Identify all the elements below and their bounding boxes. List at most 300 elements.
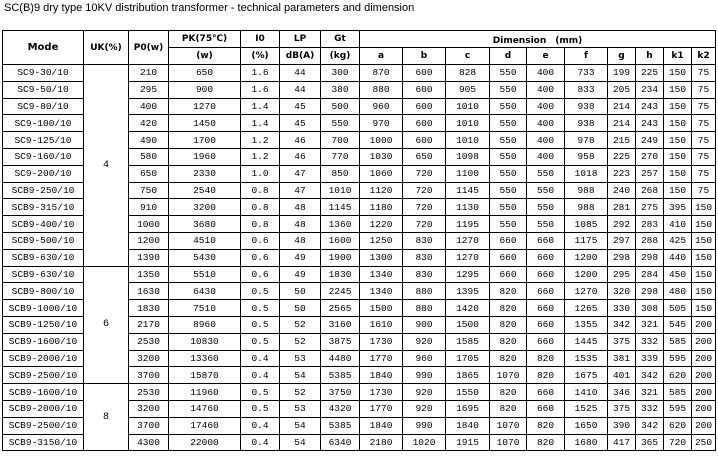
cell-dim-c: 1695 <box>446 400 490 417</box>
cell-lp: 46 <box>280 148 321 165</box>
cell-lp: 49 <box>280 249 321 266</box>
cell-p0: 1000 <box>129 216 169 233</box>
cell-i0: 1.6 <box>241 81 280 98</box>
cell-dim-k1: 150 <box>664 115 692 132</box>
cell-gt: 3875 <box>321 333 360 350</box>
cell-pk: 17460 <box>169 417 241 434</box>
cell-mode: SCB9-2500/10 <box>3 417 84 434</box>
cell-i0: 0.5 <box>241 283 280 300</box>
cell-i0: 0.6 <box>241 232 280 249</box>
cell-dim-b: 830 <box>403 249 446 266</box>
cell-mode: SCB9-500/10 <box>3 232 84 249</box>
cell-mode: SC9-100/10 <box>3 115 84 132</box>
cell-i0: 0.4 <box>241 367 280 384</box>
cell-dim-g: 225 <box>608 148 636 165</box>
cell-dim-c: 1420 <box>446 300 490 317</box>
cell-dim-g: 199 <box>608 65 636 82</box>
cell-dim-g: 297 <box>608 232 636 249</box>
cell-p0: 210 <box>129 65 169 82</box>
cell-mode: SCB9-630/10 <box>3 249 84 266</box>
cell-dim-k1: 585 <box>664 333 692 350</box>
cell-lp: 48 <box>280 216 321 233</box>
cell-dim-k2: 75 <box>692 81 716 98</box>
cell-pk: 5430 <box>169 249 241 266</box>
cell-pk: 3200 <box>169 199 241 216</box>
cell-lp: 46 <box>280 132 321 149</box>
cell-dim-d: 820 <box>490 400 527 417</box>
cell-dim-k2: 75 <box>692 98 716 115</box>
cell-dim-a: 2180 <box>360 434 403 451</box>
cell-i0: 0.8 <box>241 216 280 233</box>
cell-dim-a: 1060 <box>360 165 403 182</box>
header-dimension: Dimension (mm) <box>360 31 716 48</box>
header-pk: PK(75℃) <box>169 31 241 48</box>
cell-dim-d: 550 <box>490 115 527 132</box>
cell-lp: 50 <box>280 283 321 300</box>
cell-lp: 48 <box>280 232 321 249</box>
header-p0: P0(w) <box>129 31 169 65</box>
header-dim-b: b <box>403 48 446 65</box>
cell-gt: 3750 <box>321 384 360 401</box>
cell-dim-k1: 395 <box>664 199 692 216</box>
table-body <box>3 65 716 451</box>
cell-dim-d: 550 <box>490 81 527 98</box>
cell-pk: 650 <box>169 65 241 82</box>
cell-dim-f: 1680 <box>565 434 608 451</box>
cell-p0: 3700 <box>129 417 169 434</box>
cell-dim-k2: 150 <box>692 283 716 300</box>
header-i0: I0 <box>241 31 280 48</box>
cell-dim-k2: 150 <box>692 300 716 317</box>
cell-mode: SCB9-2000/10 <box>3 350 84 367</box>
cell-dim-g: 240 <box>608 182 636 199</box>
cell-mode: SCB9-1250/10 <box>3 316 84 333</box>
cell-dim-h: 284 <box>636 266 664 283</box>
cell-dim-a: 1250 <box>360 232 403 249</box>
cell-dim-d: 550 <box>490 216 527 233</box>
cell-dim-b: 720 <box>403 216 446 233</box>
cell-mode: SCB9-2500/10 <box>3 367 84 384</box>
cell-dim-k2: 75 <box>692 65 716 82</box>
cell-dim-a: 1300 <box>360 249 403 266</box>
cell-dim-d: 820 <box>490 283 527 300</box>
cell-dim-g: 346 <box>608 384 636 401</box>
cell-dim-e: 820 <box>527 350 565 367</box>
cell-dim-a: 1030 <box>360 148 403 165</box>
cell-dim-f: 1355 <box>565 316 608 333</box>
cell-dim-k2: 75 <box>692 132 716 149</box>
cell-i0: 0.4 <box>241 417 280 434</box>
cell-dim-h: 321 <box>636 384 664 401</box>
cell-mode: SC9-200/10 <box>3 165 84 182</box>
cell-dim-e: 550 <box>527 165 565 182</box>
cell-dim-g: 330 <box>608 300 636 317</box>
table-header <box>3 31 716 65</box>
cell-dim-h: 243 <box>636 98 664 115</box>
cell-lp: 52 <box>280 316 321 333</box>
cell-dim-a: 960 <box>360 98 403 115</box>
cell-mode: SCB9-315/10 <box>3 199 84 216</box>
cell-dim-a: 1500 <box>360 300 403 317</box>
cell-lp: 49 <box>280 266 321 283</box>
cell-dim-e: 660 <box>527 283 565 300</box>
cell-p0: 2530 <box>129 333 169 350</box>
cell-dim-b: 830 <box>403 232 446 249</box>
cell-i0: 0.4 <box>241 434 280 451</box>
cell-dim-c: 1840 <box>446 417 490 434</box>
cell-dim-g: 215 <box>608 132 636 149</box>
cell-pk: 1450 <box>169 115 241 132</box>
cell-p0: 750 <box>129 182 169 199</box>
header-gt: Gt <box>321 31 360 48</box>
cell-dim-e: 400 <box>527 81 565 98</box>
cell-dim-b: 880 <box>403 300 446 317</box>
cell-mode: SCB9-3150/10 <box>3 434 84 451</box>
cell-dim-a: 870 <box>360 65 403 82</box>
cell-dim-h: 257 <box>636 165 664 182</box>
cell-dim-a: 1840 <box>360 417 403 434</box>
cell-p0: 400 <box>129 98 169 115</box>
cell-dim-b: 920 <box>403 333 446 350</box>
cell-i0: 0.5 <box>241 384 280 401</box>
cell-dim-k2: 75 <box>692 115 716 132</box>
cell-dim-d: 550 <box>490 98 527 115</box>
cell-dim-k2: 200 <box>692 333 716 350</box>
cell-lp: 45 <box>280 98 321 115</box>
cell-dim-k2: 200 <box>692 316 716 333</box>
cell-dim-k2: 75 <box>692 182 716 199</box>
cell-dim-f: 1445 <box>565 333 608 350</box>
cell-gt: 300 <box>321 65 360 82</box>
cell-dim-g: 390 <box>608 417 636 434</box>
cell-dim-f: 938 <box>565 115 608 132</box>
cell-gt: 2245 <box>321 283 360 300</box>
cell-dim-d: 1070 <box>490 417 527 434</box>
header-uk: UK(%) <box>84 31 129 65</box>
cell-dim-f: 833 <box>565 81 608 98</box>
cell-i0: 0.5 <box>241 333 280 350</box>
cell-lp: 52 <box>280 333 321 350</box>
cell-gt: 1145 <box>321 199 360 216</box>
cell-mode: SCB9-1000/10 <box>3 300 84 317</box>
cell-lp: 52 <box>280 384 321 401</box>
cell-dim-h: 321 <box>636 316 664 333</box>
cell-i0: 1.2 <box>241 148 280 165</box>
cell-uk: 8 <box>84 384 129 451</box>
cell-dim-f: 958 <box>565 148 608 165</box>
cell-i0: 0.8 <box>241 182 280 199</box>
cell-p0: 1390 <box>129 249 169 266</box>
cell-lp: 44 <box>280 81 321 98</box>
cell-dim-b: 990 <box>403 417 446 434</box>
cell-dim-f: 1525 <box>565 400 608 417</box>
cell-p0: 1830 <box>129 300 169 317</box>
cell-dim-g: 292 <box>608 216 636 233</box>
cell-dim-g: 298 <box>608 249 636 266</box>
header-dim-k2: k2 <box>692 48 716 65</box>
cell-gt: 1360 <box>321 216 360 233</box>
cell-dim-b: 720 <box>403 165 446 182</box>
cell-i0: 1.2 <box>241 132 280 149</box>
cell-lp: 45 <box>280 115 321 132</box>
cell-dim-g: 375 <box>608 400 636 417</box>
cell-i0: 0.8 <box>241 199 280 216</box>
cell-dim-b: 920 <box>403 384 446 401</box>
cell-dim-b: 600 <box>403 81 446 98</box>
cell-pk: 11960 <box>169 384 241 401</box>
cell-i0: 0.6 <box>241 266 280 283</box>
cell-pk: 900 <box>169 81 241 98</box>
cell-pk: 6430 <box>169 283 241 300</box>
cell-dim-g: 205 <box>608 81 636 98</box>
cell-i0: 0.6 <box>241 249 280 266</box>
cell-i0: 0.5 <box>241 316 280 333</box>
cell-i0: 1.0 <box>241 165 280 182</box>
cell-dim-h: 332 <box>636 400 664 417</box>
cell-dim-f: 1650 <box>565 417 608 434</box>
cell-dim-c: 1585 <box>446 333 490 350</box>
cell-dim-e: 660 <box>527 249 565 266</box>
cell-gt: 550 <box>321 115 360 132</box>
cell-i0: 1.6 <box>241 65 280 82</box>
cell-dim-f: 978 <box>565 132 608 149</box>
cell-p0: 490 <box>129 132 169 149</box>
cell-dim-k1: 440 <box>664 249 692 266</box>
cell-dim-k1: 425 <box>664 232 692 249</box>
cell-dim-d: 550 <box>490 199 527 216</box>
table-row <box>3 384 716 401</box>
cell-dim-k2: 150 <box>692 216 716 233</box>
cell-pk: 22000 <box>169 434 241 451</box>
cell-dim-k2: 150 <box>692 199 716 216</box>
cell-dim-c: 1295 <box>446 266 490 283</box>
cell-mode: SCB9-630/10 <box>3 266 84 283</box>
cell-dim-h: 332 <box>636 333 664 350</box>
cell-dim-g: 417 <box>608 434 636 451</box>
cell-dim-a: 1120 <box>360 182 403 199</box>
cell-dim-k1: 150 <box>664 98 692 115</box>
cell-p0: 3200 <box>129 400 169 417</box>
cell-p0: 580 <box>129 148 169 165</box>
cell-dim-c: 1915 <box>446 434 490 451</box>
cell-dim-c: 1270 <box>446 249 490 266</box>
cell-dim-d: 820 <box>490 316 527 333</box>
cell-dim-h: 298 <box>636 249 664 266</box>
cell-dim-k2: 200 <box>692 350 716 367</box>
cell-p0: 910 <box>129 199 169 216</box>
cell-dim-c: 1395 <box>446 283 490 300</box>
header-dim-g: g <box>608 48 636 65</box>
cell-dim-b: 650 <box>403 148 446 165</box>
header-dim-c: c <box>446 48 490 65</box>
cell-dim-d: 660 <box>490 232 527 249</box>
cell-p0: 1630 <box>129 283 169 300</box>
header-lp-unit: dB(A) <box>280 48 321 65</box>
cell-dim-b: 880 <box>403 283 446 300</box>
cell-dim-a: 1730 <box>360 333 403 350</box>
cell-dim-k2: 150 <box>692 249 716 266</box>
cell-p0: 420 <box>129 115 169 132</box>
cell-p0: 4300 <box>129 434 169 451</box>
cell-dim-f: 1200 <box>565 266 608 283</box>
cell-dim-k1: 450 <box>664 266 692 283</box>
cell-gt: 500 <box>321 98 360 115</box>
cell-i0: 0.5 <box>241 300 280 317</box>
cell-dim-a: 880 <box>360 81 403 98</box>
cell-p0: 1200 <box>129 232 169 249</box>
cell-dim-d: 1070 <box>490 434 527 451</box>
cell-i0: 0.4 <box>241 350 280 367</box>
cell-dim-e: 660 <box>527 232 565 249</box>
cell-gt: 4320 <box>321 400 360 417</box>
cell-dim-d: 550 <box>490 148 527 165</box>
header-dim-h: h <box>636 48 664 65</box>
cell-dim-c: 828 <box>446 65 490 82</box>
cell-gt: 1010 <box>321 182 360 199</box>
cell-dim-k1: 595 <box>664 400 692 417</box>
header-dim-d: d <box>490 48 527 65</box>
header-pk-unit: (w) <box>169 48 241 65</box>
cell-dim-d: 1070 <box>490 367 527 384</box>
cell-lp: 53 <box>280 350 321 367</box>
cell-dim-f: 1018 <box>565 165 608 182</box>
cell-dim-k1: 150 <box>664 65 692 82</box>
cell-p0: 1350 <box>129 266 169 283</box>
cell-dim-h: 268 <box>636 182 664 199</box>
page-title: SC(B)9 dry type 10KV distribution transformer - technical parameters and dimension <box>4 2 415 14</box>
cell-dim-h: 342 <box>636 417 664 434</box>
cell-dim-a: 970 <box>360 115 403 132</box>
cell-dim-k1: 150 <box>664 165 692 182</box>
cell-mode: SCB9-400/10 <box>3 216 84 233</box>
cell-dim-h: 298 <box>636 283 664 300</box>
cell-i0: 1.4 <box>241 115 280 132</box>
cell-pk: 7510 <box>169 300 241 317</box>
cell-dim-e: 660 <box>527 300 565 317</box>
cell-dim-c: 1705 <box>446 350 490 367</box>
cell-dim-c: 1130 <box>446 199 490 216</box>
cell-pk: 3680 <box>169 216 241 233</box>
cell-dim-a: 1220 <box>360 216 403 233</box>
cell-gt: 1830 <box>321 266 360 283</box>
cell-dim-k1: 620 <box>664 417 692 434</box>
cell-dim-e: 400 <box>527 132 565 149</box>
cell-dim-a: 1840 <box>360 367 403 384</box>
cell-pk: 4510 <box>169 232 241 249</box>
cell-gt: 700 <box>321 132 360 149</box>
cell-dim-b: 990 <box>403 367 446 384</box>
cell-p0: 650 <box>129 165 169 182</box>
cell-gt: 1900 <box>321 249 360 266</box>
cell-pk: 13360 <box>169 350 241 367</box>
header-lp: LP <box>280 31 321 48</box>
cell-dim-e: 660 <box>527 333 565 350</box>
cell-gt: 6340 <box>321 434 360 451</box>
parameters-table <box>2 30 716 451</box>
header-dim-e: e <box>527 48 565 65</box>
cell-dim-b: 600 <box>403 98 446 115</box>
cell-pk: 1270 <box>169 98 241 115</box>
cell-pk: 2330 <box>169 165 241 182</box>
cell-pk: 15870 <box>169 367 241 384</box>
header-mode: Mode <box>3 31 84 65</box>
cell-dim-c: 1865 <box>446 367 490 384</box>
cell-dim-g: 295 <box>608 266 636 283</box>
cell-dim-e: 550 <box>527 199 565 216</box>
cell-dim-k1: 150 <box>664 182 692 199</box>
cell-dim-e: 820 <box>527 417 565 434</box>
cell-gt: 4480 <box>321 350 360 367</box>
cell-dim-g: 320 <box>608 283 636 300</box>
cell-dim-k2: 200 <box>692 417 716 434</box>
cell-dim-g: 214 <box>608 98 636 115</box>
cell-gt: 5385 <box>321 367 360 384</box>
cell-dim-f: 938 <box>565 98 608 115</box>
cell-dim-g: 381 <box>608 350 636 367</box>
cell-pk: 5510 <box>169 266 241 283</box>
cell-dim-d: 820 <box>490 300 527 317</box>
cell-dim-f: 733 <box>565 65 608 82</box>
cell-gt: 2565 <box>321 300 360 317</box>
cell-dim-d: 660 <box>490 249 527 266</box>
cell-pk: 1700 <box>169 132 241 149</box>
cell-dim-k2: 150 <box>692 232 716 249</box>
cell-dim-a: 1340 <box>360 266 403 283</box>
cell-dim-k1: 545 <box>664 316 692 333</box>
cell-dim-k1: 150 <box>664 81 692 98</box>
cell-lp: 53 <box>280 400 321 417</box>
header-dim-k1: k1 <box>664 48 692 65</box>
cell-uk: 6 <box>84 266 129 384</box>
cell-dim-e: 820 <box>527 434 565 451</box>
cell-dim-f: 1200 <box>565 249 608 266</box>
cell-mode: SC9-30/10 <box>3 65 84 82</box>
cell-dim-c: 1010 <box>446 115 490 132</box>
cell-p0: 3200 <box>129 350 169 367</box>
cell-dim-d: 820 <box>490 350 527 367</box>
cell-dim-b: 900 <box>403 316 446 333</box>
cell-dim-f: 1265 <box>565 300 608 317</box>
cell-dim-a: 1770 <box>360 400 403 417</box>
cell-dim-c: 1550 <box>446 384 490 401</box>
cell-mode: SCB9-1600/10 <box>3 333 84 350</box>
cell-dim-h: 243 <box>636 115 664 132</box>
cell-lp: 47 <box>280 182 321 199</box>
cell-mode: SC9-80/10 <box>3 98 84 115</box>
cell-dim-k1: 595 <box>664 350 692 367</box>
cell-mode: SCB9-250/10 <box>3 182 84 199</box>
cell-pk: 10830 <box>169 333 241 350</box>
cell-mode: SCB9-1600/10 <box>3 384 84 401</box>
cell-dim-d: 550 <box>490 65 527 82</box>
cell-dim-h: 365 <box>636 434 664 451</box>
cell-dim-b: 960 <box>403 350 446 367</box>
cell-dim-d: 820 <box>490 333 527 350</box>
cell-dim-k1: 720 <box>664 434 692 451</box>
cell-dim-e: 400 <box>527 148 565 165</box>
cell-dim-k1: 620 <box>664 367 692 384</box>
cell-dim-e: 550 <box>527 182 565 199</box>
cell-dim-d: 550 <box>490 132 527 149</box>
cell-dim-h: 288 <box>636 232 664 249</box>
cell-dim-h: 234 <box>636 81 664 98</box>
cell-dim-a: 1000 <box>360 132 403 149</box>
header-gt-unit: (kg) <box>321 48 360 65</box>
cell-dim-d: 550 <box>490 165 527 182</box>
cell-gt: 1600 <box>321 232 360 249</box>
cell-dim-b: 720 <box>403 182 446 199</box>
cell-dim-e: 660 <box>527 384 565 401</box>
